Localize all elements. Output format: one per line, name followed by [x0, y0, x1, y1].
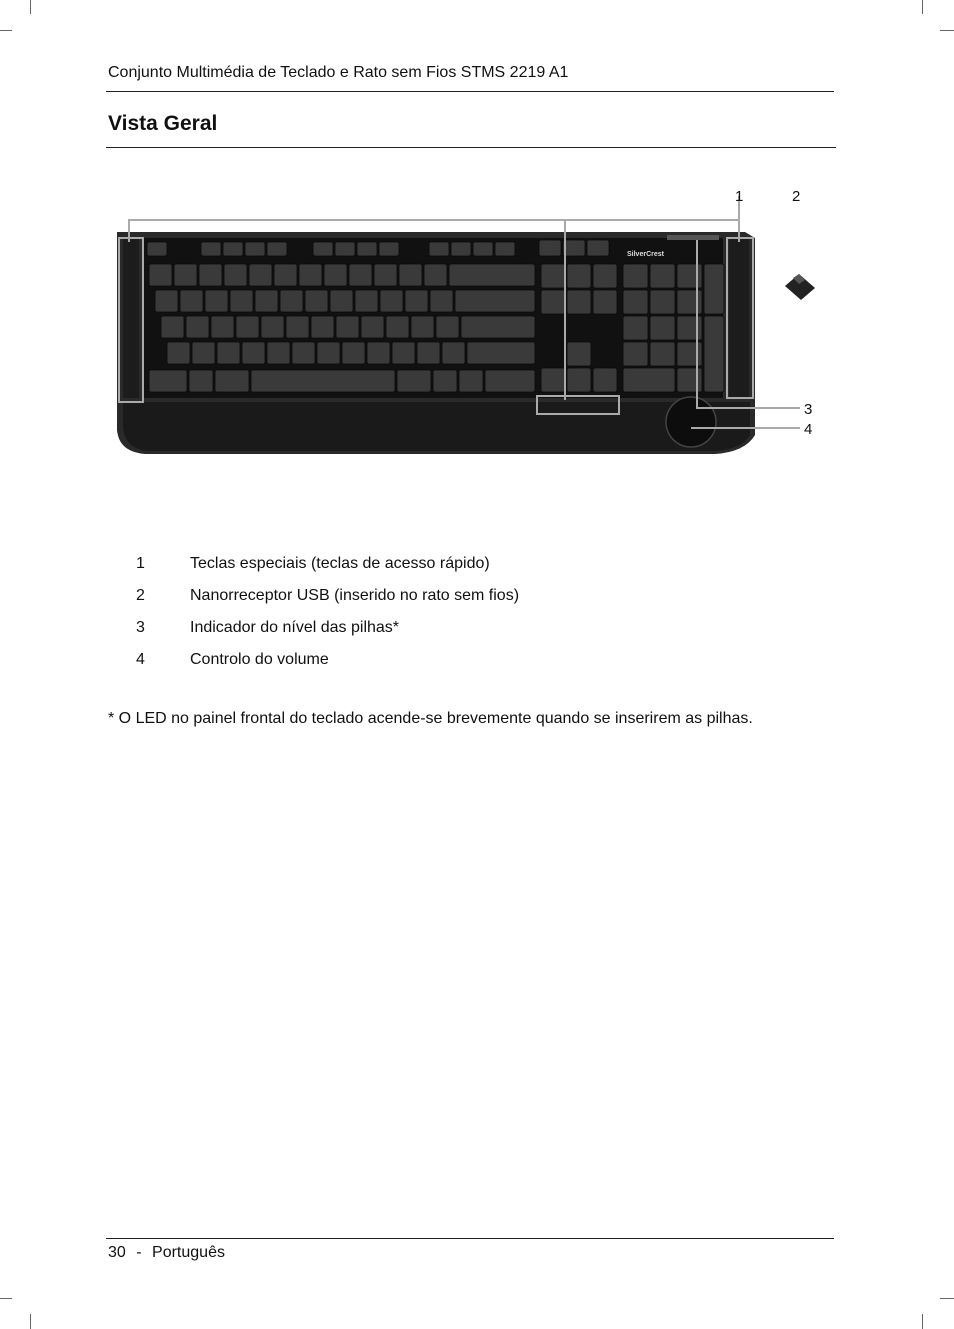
keycap — [399, 264, 422, 286]
keycap — [189, 370, 213, 392]
led-strip — [667, 235, 719, 240]
keycap — [397, 370, 431, 392]
keycap — [267, 242, 287, 256]
keycap — [567, 342, 591, 366]
keycap — [261, 316, 284, 338]
keycap — [650, 316, 675, 340]
keycap — [217, 342, 240, 364]
keycap — [593, 264, 617, 288]
footer-language: Português — [152, 1244, 225, 1261]
keycap — [335, 242, 355, 256]
keycap — [405, 290, 428, 312]
keycap — [567, 264, 591, 288]
legend-item — [136, 644, 519, 676]
keycap — [433, 370, 457, 392]
keycap — [495, 242, 515, 256]
keycap — [417, 342, 440, 364]
keycap — [567, 368, 591, 392]
keycap — [361, 316, 384, 338]
keycap — [230, 290, 253, 312]
keycap — [442, 342, 465, 364]
keycap — [704, 264, 724, 314]
keyboard-figure — [105, 180, 835, 470]
page-footer — [108, 1244, 225, 1262]
crop-mark — [940, 1298, 954, 1299]
keycap — [167, 342, 190, 364]
legend-text: Nanorreceptor USB (inserido no rato sem fios) — [190, 587, 520, 604]
keycap — [593, 368, 617, 392]
keycap — [473, 242, 493, 256]
keycap — [449, 264, 535, 286]
keycap — [245, 242, 265, 256]
footer-separator: - — [136, 1244, 142, 1261]
keycap — [155, 290, 178, 312]
keycap — [451, 242, 471, 256]
crop-mark — [0, 30, 12, 31]
keycap — [485, 370, 535, 392]
keycap — [677, 342, 702, 366]
crop-mark — [940, 30, 954, 31]
callout-label-3: 3 — [804, 401, 813, 418]
keycap — [215, 370, 249, 392]
footer-rule — [106, 1238, 834, 1239]
legend-item — [136, 612, 519, 644]
callout-label-1: 1 — [735, 188, 744, 205]
keycap — [180, 290, 203, 312]
keycap — [236, 316, 259, 338]
keycap — [650, 290, 675, 314]
legend-text: Teclas especiais (teclas de acesso rápido) — [190, 555, 490, 572]
keycap — [251, 370, 395, 392]
keycap — [436, 316, 459, 338]
usb-receiver — [785, 274, 815, 300]
legend-text: Indicador do nível das pilhas* — [190, 619, 400, 636]
keycap — [313, 242, 333, 256]
crop-mark — [30, 0, 31, 14]
keycap — [292, 342, 315, 364]
legend-item — [136, 580, 519, 612]
keycap — [280, 290, 303, 312]
keycap — [355, 290, 378, 312]
keycap — [424, 264, 447, 286]
legend-item — [136, 548, 519, 580]
keycap — [563, 240, 585, 256]
header-rule — [106, 91, 834, 92]
keycap — [379, 242, 399, 256]
keycap — [677, 368, 702, 392]
keycap — [199, 264, 222, 286]
crop-mark — [922, 0, 923, 14]
volume-knob — [666, 397, 716, 447]
keycap — [704, 316, 724, 392]
keycap — [349, 264, 372, 286]
crop-mark — [30, 1314, 31, 1329]
keycap — [677, 264, 702, 288]
keycap — [541, 264, 565, 288]
keycap — [541, 290, 565, 314]
keycap — [161, 316, 184, 338]
legend-number: 3 — [136, 619, 145, 636]
legend-list — [136, 548, 519, 676]
keycap — [380, 290, 403, 312]
keycap — [286, 316, 309, 338]
keycap — [192, 342, 215, 364]
footnote: * O LED no painel frontal do teclado acende-se brevemente quando se inserirem as pilhas. — [108, 710, 753, 727]
keycap — [392, 342, 415, 364]
callout-label-4: 4 — [804, 421, 813, 438]
keycap — [267, 342, 290, 364]
keycap — [677, 316, 702, 340]
keyboard-illustration — [105, 180, 835, 470]
legend-text: Controlo do volume — [190, 651, 329, 668]
keycap — [593, 290, 617, 314]
keycap — [623, 368, 675, 392]
keycap — [223, 242, 243, 256]
keycap — [623, 264, 648, 288]
running-header: Conjunto Multimédia de Teclado e Rato sem Fios STMS 2219 A1 — [108, 64, 569, 81]
crop-mark — [0, 1298, 12, 1299]
keycap — [623, 316, 648, 340]
right-hotkey-strip — [729, 238, 749, 398]
keycap — [539, 240, 561, 256]
keycap — [467, 342, 535, 364]
brand-logo: SilverCrest — [627, 251, 664, 258]
keycap — [336, 316, 359, 338]
keycap — [650, 264, 675, 288]
keycap — [411, 316, 434, 338]
keycap — [255, 290, 278, 312]
keycap — [386, 316, 409, 338]
keycap — [623, 342, 648, 366]
keycap — [459, 370, 483, 392]
keycap — [677, 290, 702, 314]
callout-label-2: 2 — [792, 188, 801, 205]
keycap — [299, 264, 322, 286]
page-number: 30 — [108, 1244, 126, 1261]
keycap — [224, 264, 247, 286]
keycap — [201, 242, 221, 256]
legend-number: 2 — [136, 587, 145, 604]
keycap — [587, 240, 609, 256]
keycap — [205, 290, 228, 312]
keycap — [317, 342, 340, 364]
keycap — [149, 264, 172, 286]
legend-number: 1 — [136, 555, 145, 572]
keycap — [311, 316, 334, 338]
keycap — [357, 242, 377, 256]
section-title: Vista Geral — [108, 112, 218, 135]
keycap — [342, 342, 365, 364]
keycap — [455, 290, 535, 312]
keycap — [324, 264, 347, 286]
keycap — [147, 242, 167, 256]
keycap — [274, 264, 297, 286]
keycap — [186, 316, 209, 338]
keycap — [249, 264, 272, 286]
crop-mark — [922, 1314, 923, 1329]
keycap — [149, 370, 187, 392]
keycap — [367, 342, 390, 364]
keycap — [623, 290, 648, 314]
keycap — [429, 242, 449, 256]
keycap — [211, 316, 234, 338]
keycap — [461, 316, 535, 338]
keycap — [567, 290, 591, 314]
keycap — [650, 342, 675, 366]
palm-rest — [123, 402, 750, 451]
left-hotkey-strip — [123, 238, 139, 398]
keycap — [330, 290, 353, 312]
keycap — [174, 264, 197, 286]
keycap — [541, 368, 565, 392]
keycap — [305, 290, 328, 312]
title-rule — [106, 147, 836, 148]
keycap — [242, 342, 265, 364]
keycap — [430, 290, 453, 312]
legend-number: 4 — [136, 651, 145, 668]
keycap — [374, 264, 397, 286]
